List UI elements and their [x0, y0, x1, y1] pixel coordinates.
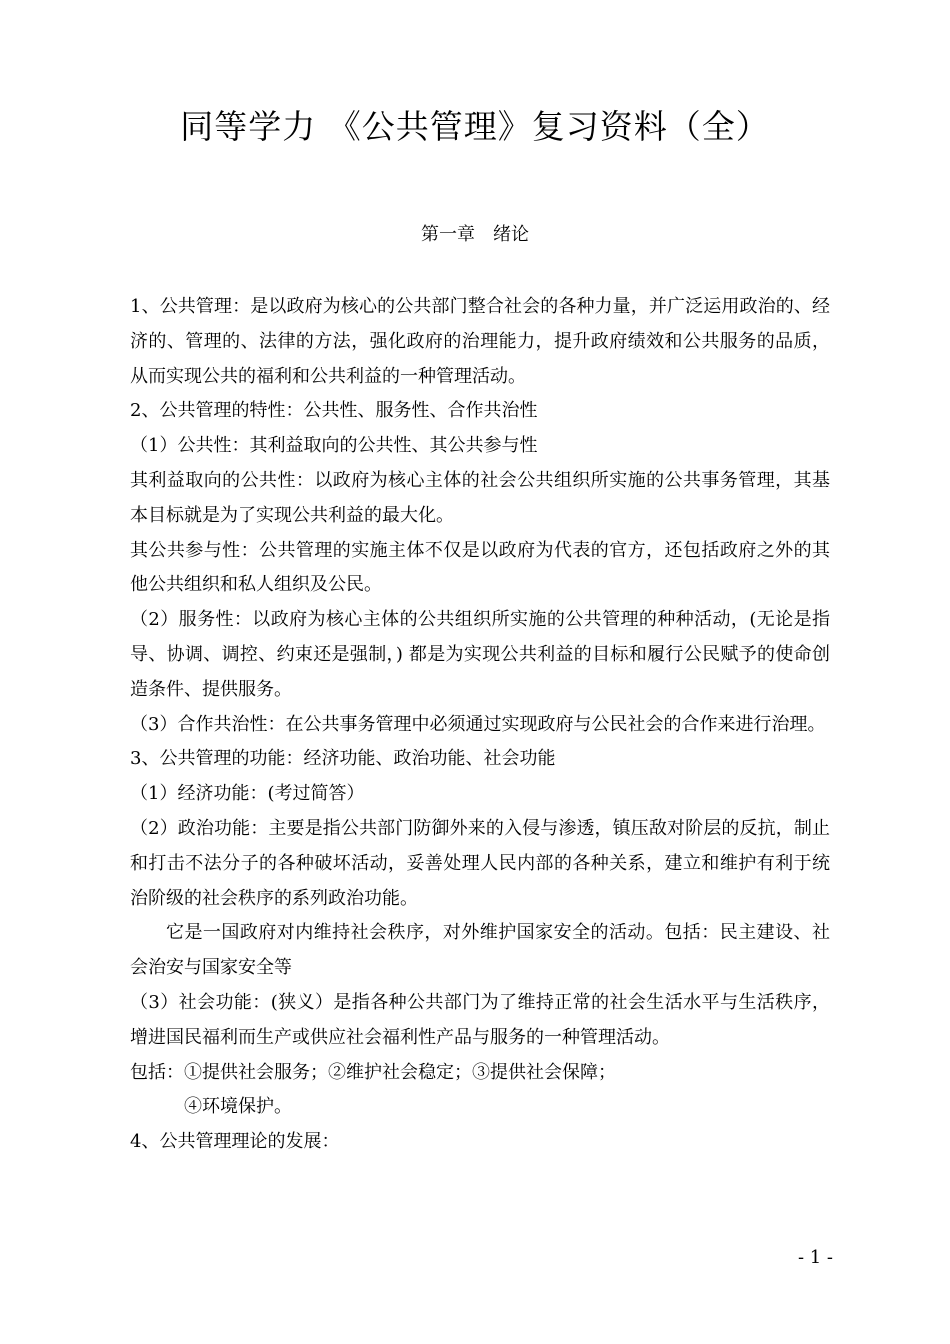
- paragraph-service: （2）服务性：以政府为核心主体的公共组织所实施的公共管理的种种活动，(无论是指导、协调、调控、约束还是强制，) 都是为实现公共利益的目标和履行公民赋予的使命创造条件、提供服务。: [130, 609, 830, 700]
- paragraph-interest-orientation: 其利益取向的公共性：以政府为核心主体的社会公共组织所实施的公共事务管理，其基本目标就是为了实现公共利益的最大化。: [130, 469, 830, 526]
- document-title: 同等学力 《公共管理》复习资料（全）: [180, 107, 770, 146]
- paragraph-publicness: （1）公共性：其利益取向的公共性、其公共参与性: [130, 435, 538, 457]
- paragraph-political-function-detail: 它是一国政府对内维持社会秩序，对外维护国家安全的活动。包括：民主建设、社会治安与国家安全等: [130, 922, 830, 979]
- chapter-title: 第一章 绪论: [421, 224, 529, 245]
- paragraph-public-participation: 其公共参与性：公共管理的实施主体不仅是以政府为代表的官方，还包括政府之外的其他公共组织和私人组织及公民。: [130, 539, 830, 596]
- paragraph-functions: 3、公共管理的功能：经济功能、政治功能、社会功能: [130, 748, 556, 770]
- paragraph-social-function-list: 包括：①提供社会服务；②维护社会稳定；③提供社会保障；: [130, 1061, 616, 1083]
- paragraph-social-function-list-cont: ④环境保护。: [184, 1096, 292, 1118]
- paragraph-definition: 1、公共管理：是以政府为核心的公共部门整合社会的各种力量，并广泛运用政治的、经济的、管理的、法律的方法，强化政府的治理能力，提升政府绩效和公共服务的品质，从而实现公共的福利和公共利益的一种管理活动。: [130, 296, 830, 387]
- paragraph-social-function: （3）社会功能：(狭义）是指各种公共部门为了维持正常的社会生活水平与生活秩序，增进国民福利而生产或供应社会福利性产品与服务的一种管理活动。: [130, 991, 830, 1048]
- paragraph-political-function: （2）政治功能：主要是指公共部门防御外来的入侵与渗透，镇压敌对阶层的反抗，制止和打击不法分子的各种破坏活动，妥善处理人民内部的各种关系，建立和维护有利于统治阶级的社会秩序的系列政治功能。: [130, 817, 830, 909]
- page-number: - 1 -: [797, 1247, 833, 1268]
- document-body: [130, 290, 830, 1160]
- paragraph-cooperation: （3）合作共治性：在公共事务管理中必须通过实现政府与公民社会的合作来进行治理。: [130, 713, 826, 735]
- paragraph-theory-development: 4、公共管理理论的发展：: [130, 1131, 340, 1153]
- paragraph-characteristics: 2、公共管理的特性：公共性、服务性、合作共治性: [130, 400, 538, 422]
- paragraph-economic-function: （1）经济功能：(考过简答）: [130, 783, 365, 805]
